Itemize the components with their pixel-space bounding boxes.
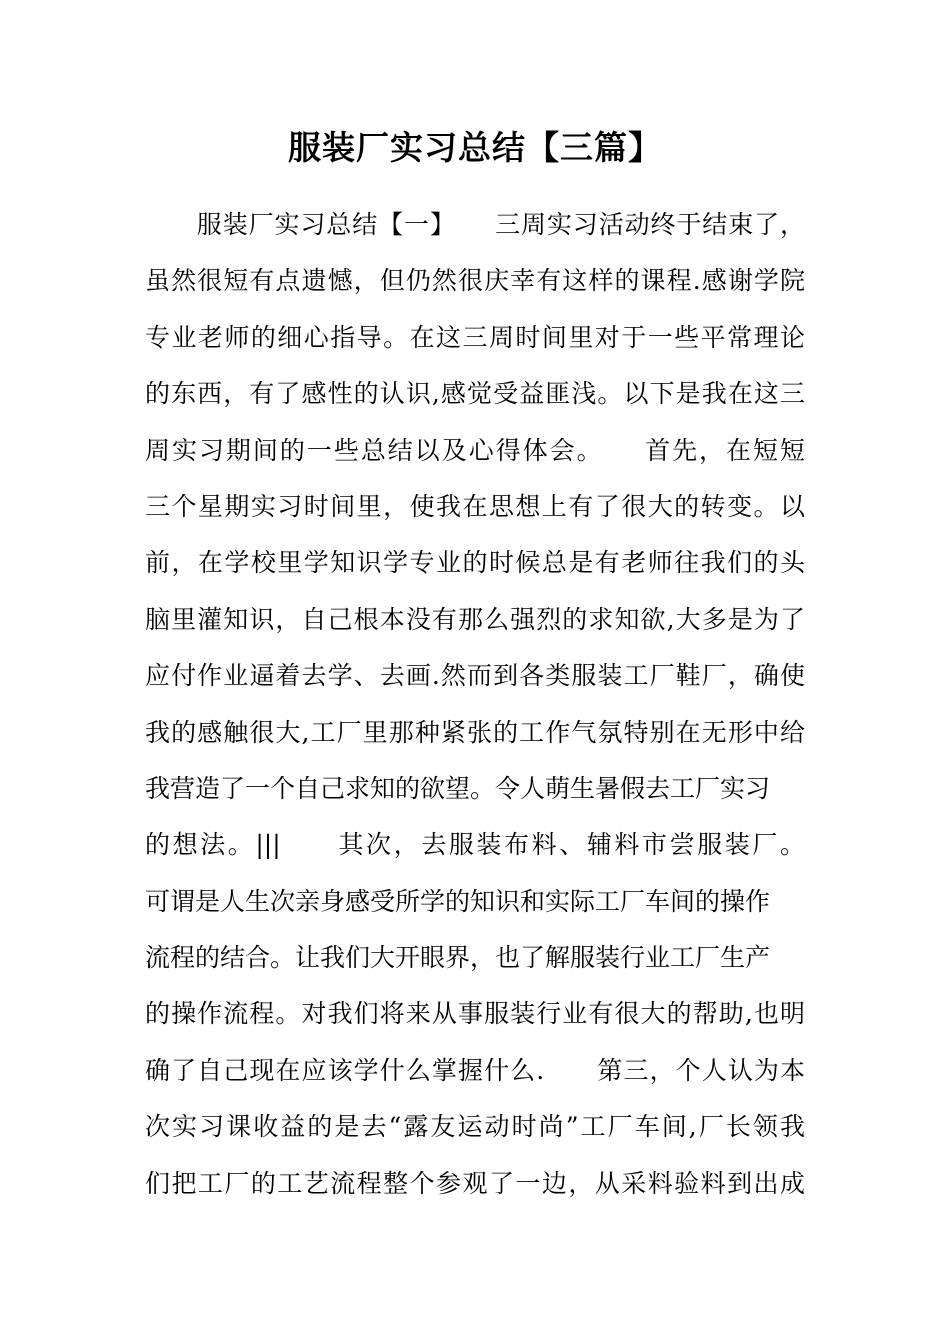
body-line-3: 专业老师的细心指导。在这三周时间里对于一些平常理论 [145, 322, 805, 352]
body-line-8: 脑里灌知识，自己根本没有那么强烈的求知欲,大多是为了 [145, 604, 805, 634]
body-line-14: 流程的结合。让我们大开眼界，也了解服装行业工厂生产 [145, 943, 771, 973]
body-line-13: 可谓是人生次亲身感受所学的知识和实际工厂车间的操作 [145, 886, 771, 916]
body-line-7: 前，在学校里学知识学专业的时候总是有老师往我们的头 [145, 548, 805, 578]
body-line-9: 应付作业逼着去学、去画.然而到各类服装工厂鞋厂，确使 [145, 661, 805, 691]
body-line-11: 我营造了一个自己求知的欲望。令人萌生暑假去工厂实习 [145, 773, 771, 803]
body-line-18: 们把工厂的工艺流程整个参观了一边，从采料验料到出成 [145, 1168, 805, 1198]
body-line-5: 周实习期间的一些总结以及心得体会。 首先，在短短 [145, 435, 805, 465]
body-line-16: 确了自己现在应该学什么掌握什么. 第三，个人认为本 [145, 1055, 805, 1085]
document-title: 服装厂实习总结【三篇】 [288, 128, 662, 167]
body-line-12: 的想法。||| 其次，去服装布料、辅料市尝服装厂。 [145, 830, 805, 860]
body-line-17: 次实习课收益的是去“露友运动时尚”工厂车间,厂长领我 [145, 1112, 805, 1142]
body-line-1: 服装厂实习总结【一】 三周实习活动终于结束了， [145, 210, 805, 239]
body-line-2: 虽然很短有点遗憾，但仍然很庆幸有这样的课程.感谢学院 [145, 266, 805, 296]
body-line-4: 的东西，有了感性的认识,感觉受益匪浅。以下是我在这三 [145, 379, 805, 409]
document-body [145, 197, 805, 1212]
body-line-15: 的操作流程。对我们将来从事服装行业有很大的帮助,也明 [145, 999, 805, 1029]
body-line-10: 我的感触很大,工厂里那种紧张的工作气氛特别在无形中给 [145, 717, 805, 747]
body-line-6: 三个星期实习时间里，使我在思想上有了很大的转变。以 [145, 491, 805, 521]
